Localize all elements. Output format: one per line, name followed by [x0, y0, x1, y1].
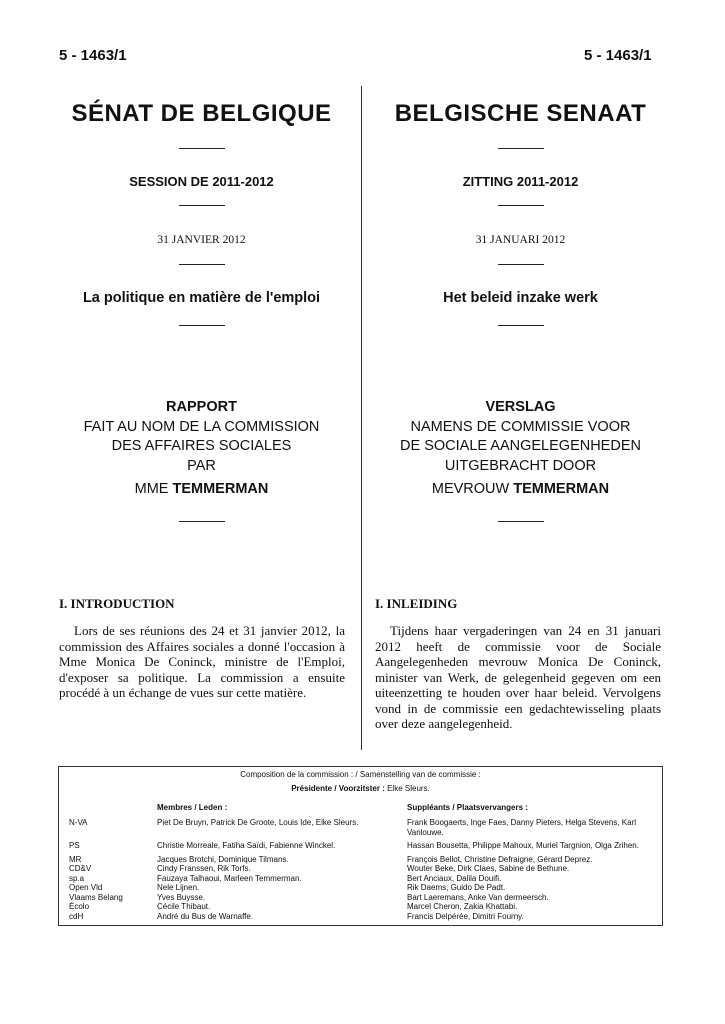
table-row — [69, 855, 654, 865]
report-block-nl — [378, 398, 663, 500]
table-row — [69, 841, 654, 851]
rule-divider — [498, 148, 544, 149]
report-line2-nl: DE SOCIALE AANGELEGENHEDEN — [400, 438, 641, 454]
report-title-fr: RAPPORT — [166, 399, 237, 415]
rule-divider — [179, 325, 225, 326]
party-name: sp.a — [69, 873, 85, 883]
report-name-fr: TEMMERMAN — [172, 481, 269, 497]
rule-divider — [179, 205, 225, 206]
report-title-nl: VERSLAG — [485, 399, 556, 415]
section-heading-fr: I. INTRODUCTION — [59, 596, 175, 611]
subject-nl: Het beleid inzake werk — [443, 290, 598, 306]
table-row — [69, 818, 654, 837]
title-nl: BELGISCHE SENAAT — [394, 100, 647, 127]
doc-number-left: 5 - 1463/1 — [59, 47, 127, 64]
party-name: N-VA — [69, 818, 88, 827]
substitutes-header: Suppléants / Plaatsvervangers : — [407, 803, 528, 812]
rule-divider — [179, 521, 225, 522]
substitutes-list: Bert Anciaux, Dalila Douifi. — [407, 873, 502, 883]
report-line3-fr: PAR — [187, 457, 216, 474]
president-label: Présidente / Voorzitster : — [291, 784, 385, 793]
report-line3-nl: UITGEBRACHT DOOR — [444, 457, 597, 474]
president-line — [59, 784, 662, 793]
column-divider — [361, 86, 362, 750]
party-name: MR — [69, 854, 82, 864]
table-row — [69, 893, 654, 903]
commission-composition-box — [58, 766, 663, 926]
title-fr: SÉNAT DE BELGIQUE — [71, 100, 332, 127]
party-name: Écolo — [69, 902, 90, 911]
substitutes-list: Wouter Beke, Dirk Claes, Sabine de Bethune. — [407, 864, 570, 873]
table-row — [69, 883, 654, 893]
party-name: Vlaams Belang — [69, 892, 123, 902]
substitutes-list: François Bellot, Christine Defraigne, Gérard Deprez. — [407, 854, 593, 864]
substitutes-list: Frank Boogaerts, Inge Faes, Danny Pieters, Helga Stevens, Karl Vanlouwe. — [407, 818, 637, 837]
members-list: Piet De Bruyn, Patrick De Groote, Louis Ide, Elke Sleurs. — [157, 818, 359, 827]
session-fr: SESSION DE 2011-2012 — [129, 174, 274, 189]
table-row — [69, 864, 654, 874]
report-author-fr — [59, 480, 344, 500]
paragraph-fr: Lors de ses réunions des 24 et 31 janvier 2012, la commission des Affaires sociales a donné l'occasion à Mme Monica De Coninck, ministre de l'Emploi, d'exposer sa politique. La commission a ensuite procédé à un échange de vues sur cette matière. — [59, 623, 345, 700]
substitutes-list: Rik Daems, Guido De Padt. — [407, 883, 506, 892]
report-line1-nl: NAMENS DE COMMISSIE VOOR — [410, 418, 631, 435]
report-author-nl — [378, 480, 663, 500]
substitutes-list: Francis Delpérée, Dimitri Fourny. — [407, 911, 524, 921]
party-name: PS — [69, 841, 80, 850]
report-block-fr — [59, 398, 344, 500]
date-nl: 31 JANUARI 2012 — [475, 234, 566, 246]
members-list: Jacques Brotchi, Dominique Tilmans. — [157, 854, 289, 864]
members-list: Cindy Franssen, Rik Torfs. — [157, 864, 251, 873]
members-list: André du Bus de Warnaffe. — [157, 911, 254, 921]
members-list: Nele Lijnen. — [157, 883, 200, 892]
substitutes-list: Hassan Bousetta, Philippe Mahoux, Muriel Targnion, Olga Zrihen. — [407, 841, 639, 850]
composition-title: Composition de la commission : / Samenstelling van de commissie : — [240, 770, 481, 779]
paragraph-nl: Tijdens haar vergaderingen van 24 en 31 januari 2012 heeft de commissie voor de Sociale Aangelegenheden mevrouw Monica De Coninck, minister van Werk, de gelegenheid gegeven om een uiteenzetting te houden over haar beleid. Vervolgens vond in de commissie een gedachtewisseling plaats over deze aangelegenheid. — [375, 623, 661, 731]
report-line2-fr: DES AFFAIRES SOCIALES — [111, 438, 292, 454]
report-prefix-fr: MME — [134, 481, 173, 497]
session-nl: ZITTING 2011-2012 — [462, 174, 579, 189]
rule-divider — [498, 521, 544, 522]
president-name: Elke Sleurs. — [384, 784, 430, 793]
section-heading-nl: I. INLEIDING — [375, 596, 458, 611]
party-name: cdH — [69, 911, 84, 921]
rule-divider — [179, 264, 225, 265]
members-list: Yves Buysse. — [157, 892, 206, 902]
rule-divider — [498, 205, 544, 206]
members-list: Christie Morreale, Fatiha Saïdi, Fabienne Winckel. — [157, 841, 336, 850]
doc-number-right: 5 - 1463/1 — [584, 47, 652, 64]
rule-divider — [498, 325, 544, 326]
subject-fr: La politique en matière de l'emploi — [82, 290, 321, 306]
composition-table — [69, 818, 654, 921]
rule-divider — [498, 264, 544, 265]
substitutes-list: Bart Laeremans, Anke Van dermeersch. — [407, 892, 549, 902]
table-row — [69, 874, 654, 884]
report-name-nl: TEMMERMAN — [513, 481, 610, 497]
party-name: Open Vld — [69, 883, 103, 892]
substitutes-list: Marcel Cheron, Zakia Khattabi. — [407, 902, 518, 911]
members-list: Cécile Thibaut. — [157, 902, 211, 911]
members-list: Fauzaya Talhaoui, Marleen Temmerman. — [157, 873, 302, 883]
rule-divider — [179, 148, 225, 149]
table-row — [69, 902, 654, 912]
date-fr: 31 JANVIER 2012 — [157, 234, 246, 246]
members-header: Membres / Leden : — [157, 803, 228, 812]
party-name: CD&V — [69, 864, 92, 873]
report-line1-fr: FAIT AU NOM DE LA COMMISSION — [83, 418, 320, 435]
report-prefix-nl: MEVROUW — [431, 481, 514, 497]
table-row — [69, 912, 654, 922]
